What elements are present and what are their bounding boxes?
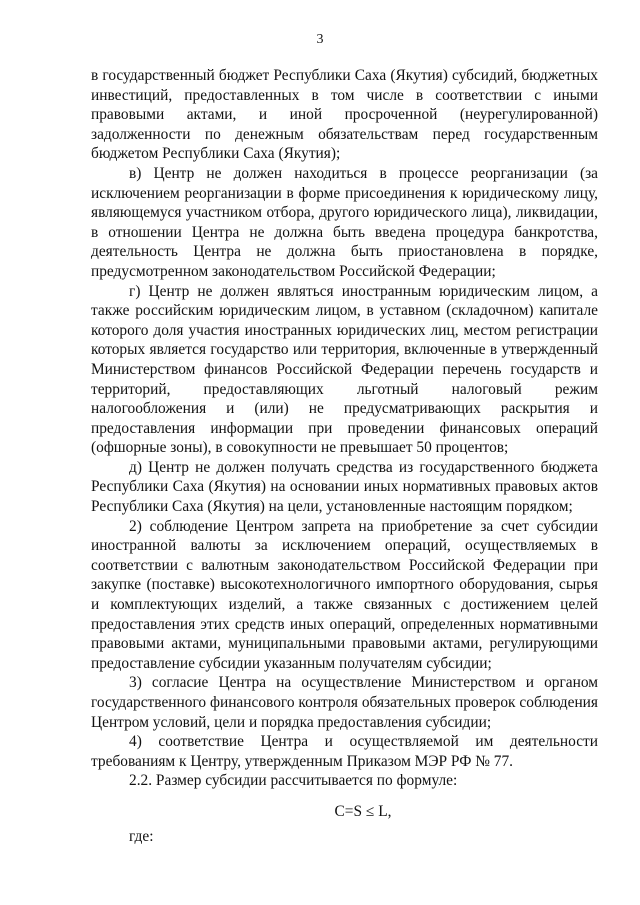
paragraph-item-v: в) Центр не должен находиться в процессе реорганизации (за исключением реорганизации в форме присоединения к юридическому лицу, являющемуся участником отбора, другого юридического лица), ликвидации, в отношении Центра не должна быть введена процедура банкротства, деятельность Центра не должна быть приостановлена в порядке, предусмотренном законодательством Российской Федерации; [91,164,598,280]
paragraph-section-2-2: 2.2. Размер субсидии рассчитывается по формуле: [129,772,458,790]
page-number: 3 [316,32,324,47]
paragraph-item-d: д) Центр не должен получать средства из государственного бюджета Республики Саха (Якутия) на основании иных нормативных правовых актов Республики Саха (Якутия) на цели, установленные настоящим порядком; [91,458,598,516]
paragraph-item-4: 4) соответствие Центра и осуществляемой им деятельности требованиям к Центру, утвержденным Приказом МЭР РФ № 77. [91,733,598,770]
where-label: где: [129,828,154,845]
formula: C=S ≤ L, [334,803,392,820]
paragraph-item-3: 3) согласие Центра на осуществление Министерством и органом государственного финансового контроля обязательных проверок соблюдения Центром условий, цели и порядка предоставления субсидии; [91,674,598,731]
paragraph-item-2: 2) соблюдение Центром запрета на приобретение за счет субсидии иностранной валюты за исключением операций, осуществляемых в соответствии с валютным законодательством Российской Федерации при закупке (поставке) высокотехнологичного импортного оборудования, сырья и комплектующих изделий, а также связанных с достижением целей предоставления этих средств иных операций, определенных нормативными правовыми актами, муниципальными правовыми актами, регулирующими предоставление субсидии указанным получателям субсидии; [91,517,598,672]
paragraph-item-g: г) Центр не должен являться иностранным юридическим лицом, а также российским юридическим лицом, в уставном (складочном) капитале которого доля участия иностранных юридических лиц, местом регистрации которых является государство или территория, включенные в утвержденный Министерством финансов Российской Федерации перечень государств и территорий, предоставляющих льготный налоговый режим налогообложения и (или) не предусматривающих раскрытия и предоставления информации при проведении финансовых операций (офшорные зоны), в совокупности не превышает 50 процентов; [91,282,598,457]
document-body [91,66,598,791]
paragraph-continuation: в государственный бюджет Республики Саха (Якутия) субсидий, бюджетных инвестиций, предоставленных в том числе в соответствии с иными правовыми актами, и иной просроченной (неурегулированной) задолженности по денежным обязательствам перед государственным бюджетом Республики Саха (Якутия); [91,67,598,163]
